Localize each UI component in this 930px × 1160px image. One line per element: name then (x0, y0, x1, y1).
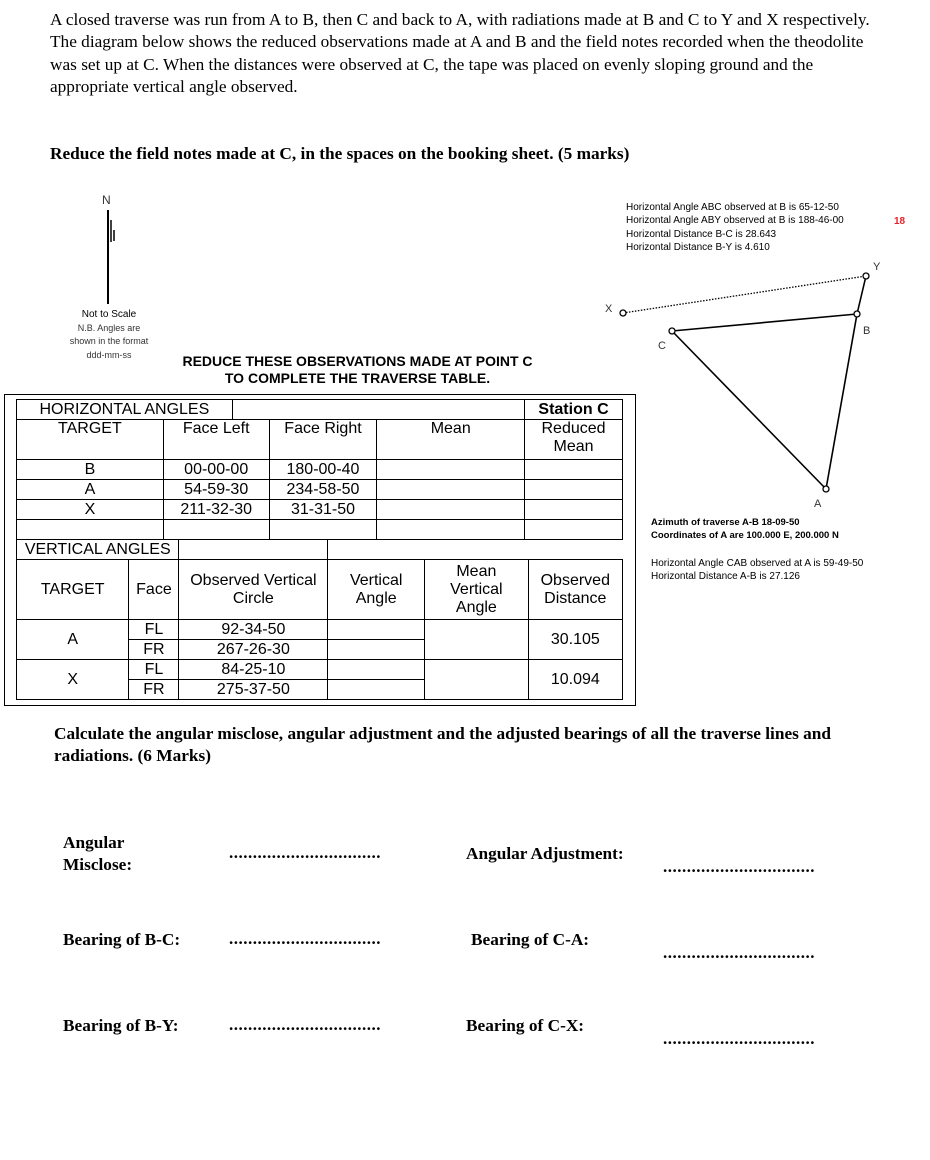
info-angle-abc: Horizontal Angle ABC observed at B is 65-12-50 (626, 202, 839, 213)
traverse-line-c-a (672, 331, 826, 489)
mean-answer-cell[interactable] (377, 480, 525, 500)
bearing-ca-answer-line[interactable]: ................................ (663, 943, 815, 962)
vertical-angle-answer-cell[interactable] (328, 640, 425, 660)
reduce-heading (160, 353, 555, 387)
blank-cell (377, 520, 525, 540)
bearing-by-answer-line[interactable]: ................................ (229, 1015, 381, 1034)
target-cell: X (17, 500, 164, 520)
north-label: N (102, 193, 111, 207)
bearing-cx-answer-line[interactable]: ................................ (663, 1029, 815, 1048)
misclose-label (63, 832, 132, 876)
page-number: 18 (894, 216, 906, 227)
v-header-vertical-angle: Vertical Angle (328, 560, 425, 620)
face-right-cell: 31-31-50 (269, 500, 377, 520)
v-header-face: Face (129, 560, 179, 620)
point-x-marker (620, 310, 626, 316)
bearing-by-label: Bearing of B-Y: (63, 1016, 179, 1035)
circle-cell: 92-34-50 (179, 620, 328, 640)
v-header-observed-distance: Observed Distance (528, 560, 622, 620)
header-reduced-mean: Reduced Mean (525, 420, 623, 460)
scale-note (58, 308, 160, 362)
coordinates-a: Coordinates of A are 100.000 E, 200.000 N (651, 529, 839, 541)
info-angle-aby: Horizontal Angle ABY observed at B is 188-46-00 (626, 215, 844, 227)
blank-cell (525, 520, 623, 540)
vertical-angle-answer-cell[interactable] (328, 660, 425, 680)
face-cell: FL (129, 660, 179, 680)
reduce-heading-line-2: TO COMPLETE THE TRAVERSE TABLE. (224, 370, 491, 386)
distance-cell: 10.094 (528, 660, 622, 700)
traverse-line-c-b (672, 314, 857, 331)
misclose-answer-line[interactable]: ................................ (229, 843, 381, 862)
station-label: Station C (525, 400, 623, 420)
traverse-diagram (595, 255, 895, 515)
face-right-cell: 180-00-40 (269, 460, 377, 480)
face-left-cell: 211-32-30 (163, 500, 269, 520)
table-row (17, 620, 623, 640)
horizontal-angles-table (16, 399, 623, 540)
traverse-line-a-b (826, 314, 857, 489)
intro-paragraph-1: A closed traverse was run from A to B, then C and back to A, with radiations made at B and C to Y and X respectively. (50, 10, 870, 29)
vertical-angle-answer-cell[interactable] (328, 680, 425, 700)
bearing-cx-label: Bearing of C-X: (466, 1016, 585, 1035)
header-face-right: Face Right (269, 420, 377, 460)
not-to-scale-label: Not to Scale (81, 309, 137, 320)
mean-vertical-answer-cell[interactable] (425, 620, 528, 660)
azimuth-block (651, 517, 839, 542)
info-distance-ab: Horizontal Distance A-B is 27.126 (651, 571, 800, 582)
table-row (17, 480, 623, 500)
circle-cell: 275-37-50 (179, 680, 328, 700)
diagram-info-block (626, 201, 844, 255)
mean-answer-cell[interactable] (377, 460, 525, 480)
vertical-title-open (328, 540, 623, 560)
header-mean: Mean (377, 420, 525, 460)
point-a-label: A (814, 498, 822, 510)
v-target-cell: X (17, 660, 129, 700)
table-row (17, 660, 623, 680)
cab-block (651, 557, 863, 583)
table-row (17, 500, 623, 520)
circle-cell: 267-26-30 (179, 640, 328, 660)
point-c-label: C (658, 340, 666, 352)
scale-note-line-1: N.B. Angles are (77, 322, 141, 333)
point-b-label: B (863, 325, 871, 337)
info-distance-bc: Horizontal Distance B-C is 28.643 (626, 228, 777, 240)
v-header-target: TARGET (17, 560, 129, 620)
blank-cell (269, 520, 377, 540)
bearing-ca-label: Bearing of C-A: (471, 930, 590, 949)
face-cell: FL (129, 620, 179, 640)
radiation-b-y-line (857, 276, 866, 314)
mean-answer-cell[interactable] (377, 500, 525, 520)
mean-vertical-answer-cell[interactable] (425, 660, 528, 700)
info-distance-by: Horizontal Distance B-Y is 4.610 (626, 242, 770, 254)
task-2-heading: Calculate the angular misclose, angular adjustment and the adjusted bearings of all the traverse lines and radiations. (6 Marks) (54, 724, 832, 765)
vertical-angles-table (16, 539, 623, 700)
bearing-bc-answer-line[interactable]: ................................ (229, 929, 381, 948)
point-b-marker (854, 311, 860, 317)
point-a-marker (823, 486, 829, 492)
header-face-left: Face Left (163, 420, 269, 460)
horizontal-angles-title: HORIZONTAL ANGLES (17, 400, 233, 420)
adjustment-answer-line[interactable]: ................................ (663, 857, 815, 876)
misclose-label-line-1: Angular (63, 833, 125, 852)
v-header-observed-circle: Observed Vertical Circle (179, 560, 328, 620)
point-y-label: Y (873, 261, 881, 273)
face-right-cell: 234-58-50 (269, 480, 377, 500)
blank-cell (17, 520, 164, 540)
horizontal-title-blank (232, 400, 524, 420)
adjustment-label: Angular Adjustment: (466, 844, 624, 863)
header-target: TARGET (17, 420, 164, 460)
scale-note-line-2: shown in the format (69, 336, 149, 346)
face-left-cell: 00-00-00 (163, 460, 269, 480)
bearing-bc-label: Bearing of B-C: (63, 930, 181, 949)
target-cell: A (17, 480, 164, 500)
v-target-cell: A (17, 620, 129, 660)
table-row-blank (17, 520, 623, 540)
north-arrow-icon (100, 208, 120, 306)
face-cell: FR (129, 640, 179, 660)
task-1-heading: Reduce the field notes made at C, in the spaces on the booking sheet. (5 marks) (50, 144, 630, 163)
face-left-cell: 54-59-30 (163, 480, 269, 500)
vertical-title-blank (179, 540, 328, 560)
info-angle-cab: Horizontal Angle CAB observed at A is 59-49-50 (651, 558, 864, 569)
face-cell: FR (129, 680, 179, 700)
intro-paragraph-2: The diagram below shows the reduced observations made at A and B and the field notes recorded when the theodolite was set up at C. When the distances were observed at C, the tape was placed on evenly sloping ground and the appropriate vertical angle observed. (50, 32, 864, 96)
v-header-mean-vertical: Mean Vertical Angle (425, 560, 528, 620)
misclose-label-line-2: Misclose: (63, 855, 133, 874)
intro-text (50, 9, 890, 98)
scale-note-line-3: ddd-mm-ss (86, 349, 132, 360)
table-row (17, 460, 623, 480)
vertical-angle-answer-cell[interactable] (328, 620, 425, 640)
radiation-c-x-line (623, 276, 866, 313)
point-c-marker (669, 328, 675, 334)
target-cell: B (17, 460, 164, 480)
azimuth-ab: Azimuth of traverse A-B 18-09-50 (651, 517, 800, 528)
circle-cell: 84-25-10 (179, 660, 328, 680)
point-x-label: X (605, 303, 613, 315)
reduce-heading-line-1: REDUCE THESE OBSERVATIONS MADE AT POINT C (182, 353, 533, 369)
distance-cell: 30.105 (528, 620, 622, 660)
vertical-angles-title: VERTICAL ANGLES (17, 540, 179, 560)
blank-cell (163, 520, 269, 540)
point-y-marker (863, 273, 869, 279)
